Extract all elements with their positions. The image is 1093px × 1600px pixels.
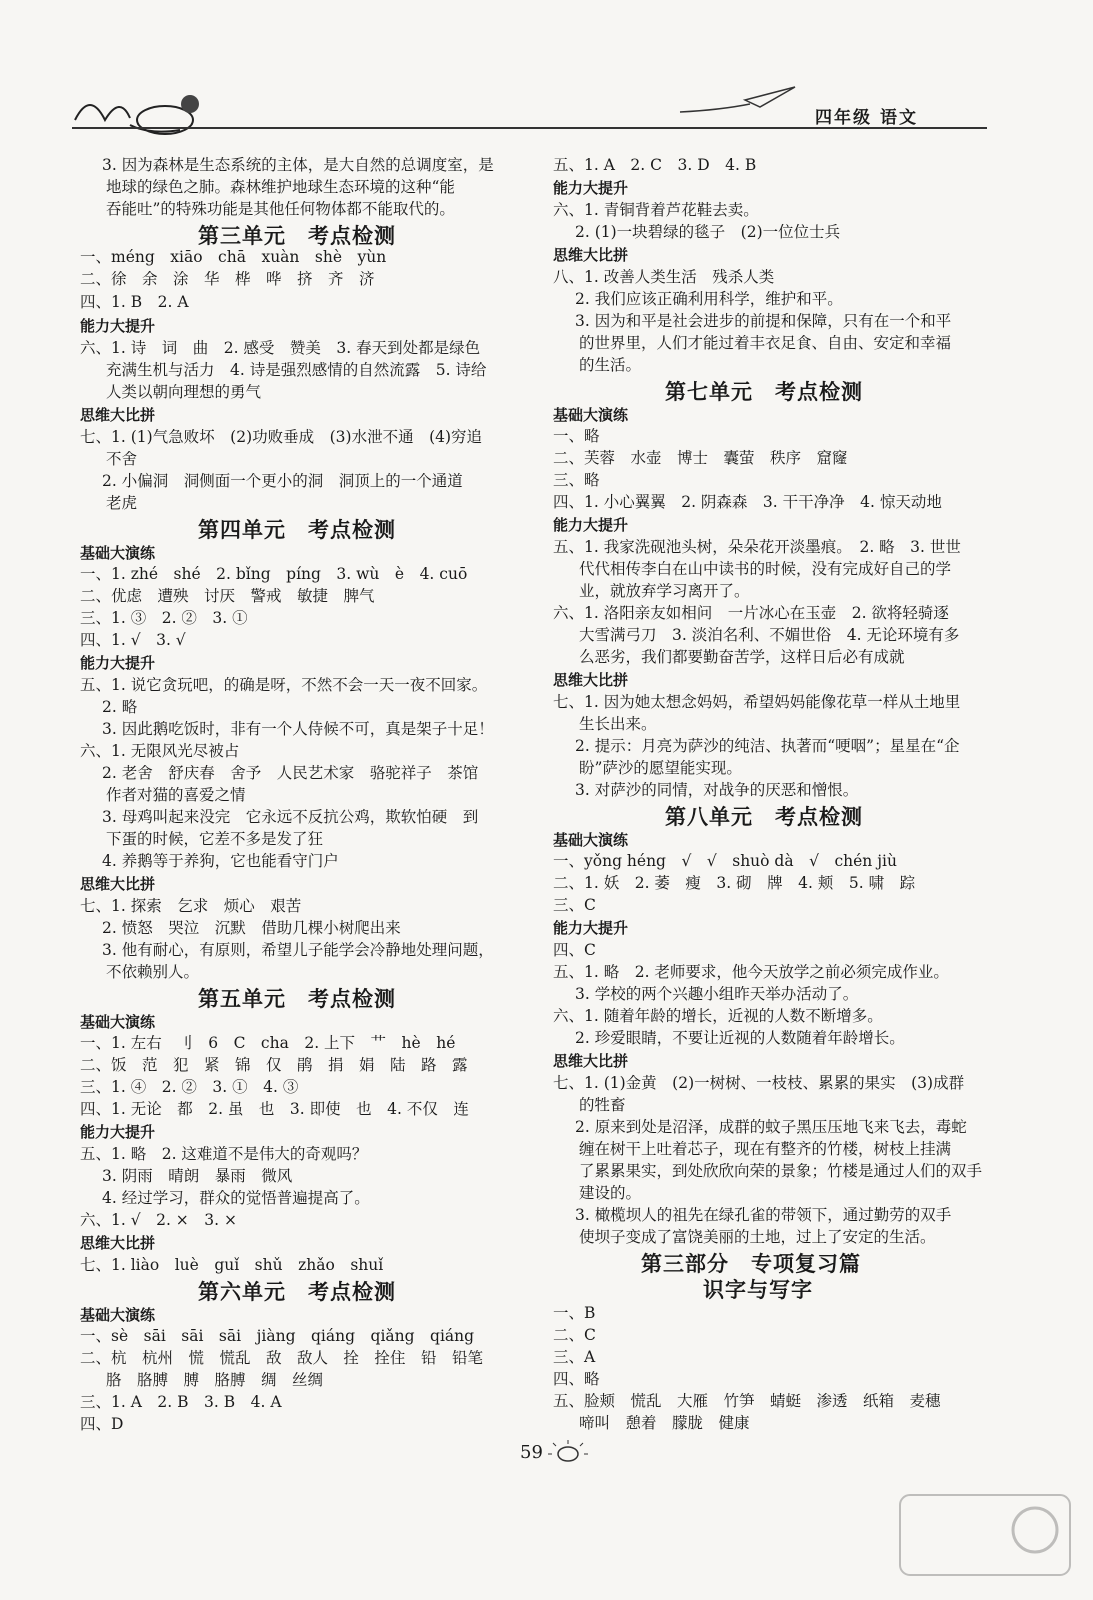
answer-line: 七、1. liào luè guǐ shǔ zhǎo shuǐ — [80, 1256, 384, 1274]
answer-line: 六、1. 诗 词 曲 2. 感受 赞美 3. 春天到处都是绿色 — [80, 339, 481, 357]
answer-line: 五、1. 略 2. 这难道不是伟大的奇观吗？ — [80, 1145, 368, 1163]
answer-line: 代代相传李白在山中读书的时候，没有完成好自己的学 — [579, 560, 952, 578]
answer-line: 吞能吐”的特殊功能是其他任何物体都不能取代的。 — [106, 200, 455, 218]
answer-line: 四、1. 小心翼翼 2. 阴森森 3. 干干净净 4. 惊天动地 — [553, 493, 942, 511]
section-heading: 第六单元 考点检测 — [198, 1280, 396, 1304]
page-number: 59 — [520, 1442, 543, 1463]
subsection-label: 基础大演练 — [80, 544, 156, 562]
answer-line: 七、1. 因为她太想念妈妈，希望妈妈能像花草一样从土地里 — [553, 693, 961, 711]
answer-line: 生长出来。 — [579, 715, 657, 733]
answer-line: 四、C — [553, 941, 596, 959]
answer-line: 三、A — [553, 1348, 596, 1366]
section-heading: 第八单元 考点检测 — [665, 805, 863, 829]
answer-line: 建设的。 — [579, 1184, 642, 1202]
answer-line: 3. 他有耐心，有原则，希望儿子能学会冷静地处理问题， — [102, 941, 494, 959]
answer-line: 四、1. 无论 都 2. 虽 也 3. 即使 也 4. 不仅 连 — [80, 1100, 469, 1118]
answer-line: 的世界里，人们才能过着丰衣足食、自由、安定和幸福 — [579, 334, 952, 352]
subsection-label: 能力大提升 — [80, 317, 156, 335]
answer-line: 五、1. A 2. C 3. D 4. B — [553, 156, 757, 174]
answer-line: 三、C — [553, 896, 596, 914]
answer-line: 下蛋的时候，它差不多是发了狂 — [106, 830, 324, 848]
answer-line: 2. 原来到处是沼泽，成群的蚊子黑压压地飞来飞去，毒蛇 — [575, 1118, 967, 1136]
answer-line: 了累累果实，到处欣欣向荣的景象；竹楼是通过人们的双手 — [579, 1162, 983, 1180]
answer-line: 六、1. 随着年龄的增长，近视的人数不断增多。 — [553, 1007, 883, 1025]
answer-line: 一、1. 左右 刂 6 C cha 2. 上下 艹 hè hé — [80, 1034, 456, 1052]
answer-line: 的生活。 — [579, 356, 642, 374]
answer-line: 四、1. B 2. A — [80, 293, 189, 311]
answer-line: 八、1. 改善人类生活 残杀人类 — [553, 268, 775, 286]
answer-line: 三、略 — [553, 471, 600, 489]
answer-line: 一、sè sāi sāi sāi jiàng qiáng qiǎng qiáng — [80, 1327, 475, 1345]
answer-line: 一、略 — [553, 427, 600, 445]
answer-line: 五、脸颊 慌乱 大雁 竹笋 蜻蜓 渗透 纸箱 麦穗 — [553, 1392, 941, 1410]
answer-line: 四、1. √ 3. √ — [80, 631, 186, 649]
answer-line: 3. 因此鹅吃饭时，非有一个人侍候不可，真是架子十足！ — [102, 720, 494, 738]
answer-line: 二、徐 余 涂 华 桦 哗 挤 齐 济 — [80, 270, 375, 288]
answer-line: 人类以朝向理想的勇气 — [106, 383, 262, 401]
answer-line: 四、D — [80, 1415, 124, 1433]
answer-line: 3. 橄榄坝人的祖先在绿孔雀的带领下，通过勤劳的双手 — [575, 1206, 952, 1224]
answer-line: 使坝子变成了富饶美丽的土地，过上了安定的生活。 — [579, 1228, 936, 1246]
answer-line: 六、1. 青铜背着芦花鞋去卖。 — [553, 201, 759, 219]
answer-line: 一、yǒng héng √ √ shuò dà √ chén jiù — [553, 852, 897, 870]
answer-line: 二、1. 妖 2. 萎 瘦 3. 砌 牌 4. 颊 5. 啸 踪 — [553, 874, 916, 892]
section-heading: 第七单元 考点检测 — [665, 380, 863, 404]
grade-label: 四年级 — [815, 108, 872, 128]
subsection-label: 思维大比拼 — [80, 406, 156, 424]
answer-line: 六、1. 无限风光尽被占 — [80, 742, 240, 760]
answer-line: 2. 小偏洞 洞侧面一个更小的洞 洞顶上的一个通道 — [102, 472, 463, 490]
answer-line: 3. 对萨沙的同情，对战争的厌恶和憎恨。 — [575, 781, 859, 799]
section-heading: 第五单元 考点检测 — [198, 987, 396, 1011]
subsection-label: 思维大比拼 — [80, 1234, 156, 1252]
subsection-label: 思维大比拼 — [553, 671, 629, 689]
answer-line: 2. (1)一块碧绿的毯子 (2)一位位士兵 — [575, 223, 841, 241]
answer-line: 4. 经过学习，群众的觉悟普遍提高了。 — [102, 1189, 370, 1207]
answer-line: 地球的绿色之肺。森林维护地球生态环境的这种“能 — [106, 178, 455, 196]
subsection-label: 能力大提升 — [80, 1123, 156, 1141]
sun-ornament-icon — [548, 1440, 588, 1464]
answer-line: 二、饭 范 犯 紧 锦 仅 鹃 捐 娟 陆 路 露 — [80, 1056, 468, 1074]
paper-plane-icon — [660, 82, 800, 122]
watermark-logo-icon — [895, 1490, 1075, 1580]
answer-line: 大雪满弓刀 3. 淡泊名利、不媚世俗 4. 无论环境有多 — [579, 626, 960, 644]
answer-line: 3. 阴雨 晴朗 暴雨 微风 — [102, 1167, 293, 1185]
answer-line: 胳 胳膊 膊 胳膊 绸 丝绸 — [106, 1371, 324, 1389]
subsection-label: 能力大提升 — [553, 516, 629, 534]
subsection-label: 思维大比拼 — [553, 246, 629, 264]
subsection-label: 基础大演练 — [80, 1013, 156, 1031]
answer-line: 作者对猫的喜爱之情 — [106, 786, 246, 804]
answer-line: 2. 愤怒 哭泣 沉默 借助几棵小树爬出来 — [102, 919, 401, 937]
answer-line: 七、1. 探索 乞求 烦心 艰苦 — [80, 897, 302, 915]
answer-line: 3. 因为森林是生态系统的主体，是大自然的总调度室，是 — [102, 156, 494, 174]
answer-line: 一、B — [553, 1304, 596, 1322]
section-heading: 第四单元 考点检测 — [198, 518, 396, 542]
answer-line: 不舍 — [106, 450, 138, 468]
answer-line: 3. 母鸡叫起来没完 它永远不反抗公鸡，欺软怕硬 到 — [102, 808, 479, 826]
answer-line: 二、优虑 遭殃 讨厌 警戒 敏捷 脾气 — [80, 587, 375, 605]
answer-line: 五、1. 略 2. 老师要求，他今天放学之前必须完成作业。 — [553, 963, 949, 981]
answer-line: 2. 珍爱眼睛，不要让近视的人数随着年龄增长。 — [575, 1029, 905, 1047]
decorative-cartoon-icon — [70, 80, 210, 140]
subsection-label: 基础大演练 — [553, 406, 629, 424]
answer-line: 七、1. (1)气急败坏 (2)功败垂成 (3)水泄不通 (4)穷追 — [80, 428, 483, 446]
answer-line: 的牲畜 — [579, 1096, 626, 1114]
answer-line: 二、芙蓉 水壶 博士 囊萤 秩序 窟窿 — [553, 449, 848, 467]
subsection-label: 基础大演练 — [553, 831, 629, 849]
answer-line: 三、1. A 2. B 3. B 4. A — [80, 1393, 282, 1411]
subsection-label: 能力大提升 — [80, 654, 156, 672]
answer-line: 4. 养鹅等于养狗，它也能看守门户 — [102, 852, 339, 870]
answer-line: 盼”萨沙的愿望能实现。 — [579, 759, 742, 777]
answer-line: 么恶劣，我们都要勤奋苦学，这样日后必有成就 — [579, 648, 905, 666]
answer-line: 一、1. zhé shé 2. bǐng píng 3. wù è 4. cuō — [80, 565, 468, 583]
page-header — [0, 0, 1093, 140]
answer-line: 六、1. 洛阳亲友如相问 一片冰心在玉壶 2. 欲将轻骑逐 — [553, 604, 949, 622]
answer-line: 七、1. (1)金黄 (2)一树树、一枝枝、累累的果实 (3)成群 — [553, 1074, 965, 1092]
answer-line: 五、1. 说它贪玩吧，的确是呀，不然不会一天一夜不回家。 — [80, 676, 488, 694]
answer-line: 三、1. ③ 2. ② 3. ① — [80, 609, 248, 627]
subsection-label: 能力大提升 — [553, 919, 629, 937]
part-heading: 第三部分 专项复习篇 — [641, 1252, 861, 1276]
answer-line: 3. 学校的两个兴趣小组昨天举办活动了。 — [575, 985, 859, 1003]
subject-label: 语文 — [880, 108, 918, 128]
answer-line: 五、1. 我家洗砚池头树，朵朵花开淡墨痕。 2. 略 3. 世世 — [553, 538, 961, 556]
subsection-label: 思维大比拼 — [80, 875, 156, 893]
answer-line: 六、1. √ 2. × 3. × — [80, 1211, 237, 1229]
answer-line: 2. 略 — [102, 698, 138, 716]
answer-line: 2. 我们应该正确利用科学，维护和平。 — [575, 290, 843, 308]
answer-line: 2. 提示：月亮为萨沙的纯洁、执著而“哽咽”；星星在“企 — [575, 737, 960, 755]
answer-line: 四、略 — [553, 1370, 600, 1388]
answer-line: 不依赖别人。 — [106, 963, 200, 981]
section-heading: 第三单元 考点检测 — [198, 224, 396, 248]
answer-line: 业，就放弃学习离开了。 — [579, 582, 750, 600]
answer-line: 啼叫 憩着 朦胧 健康 — [579, 1414, 750, 1432]
subsection-label: 思维大比拼 — [553, 1052, 629, 1070]
answer-line: 一、méng xiāo chā xuàn shè yùn — [80, 248, 387, 266]
answer-line: 充满生机与活力 4. 诗是强烈感情的自然流露 5. 诗给 — [106, 361, 487, 379]
answer-line: 2. 老舍 舒庆春 舍予 人民艺术家 骆驼祥子 茶馆 — [102, 764, 479, 782]
answer-line: 老虎 — [106, 494, 138, 512]
section-heading: 识字与写字 — [703, 1278, 813, 1302]
answer-line: 缠在树干上吐着芯子，现在有整齐的竹楼，树枝上挂满 — [579, 1140, 952, 1158]
subsection-label: 能力大提升 — [553, 179, 629, 197]
subsection-label: 基础大演练 — [80, 1306, 156, 1324]
answer-line: 二、C — [553, 1326, 596, 1344]
answer-line: 3. 因为和平是社会进步的前提和保障，只有在一个和平 — [575, 312, 952, 330]
answer-line: 二、杭 杭州 慌 慌乱 敌 敌人 拴 拴住 铅 铅笔 — [80, 1349, 484, 1367]
answer-line: 三、1. ④ 2. ② 3. ① 4. ③ — [80, 1078, 299, 1096]
